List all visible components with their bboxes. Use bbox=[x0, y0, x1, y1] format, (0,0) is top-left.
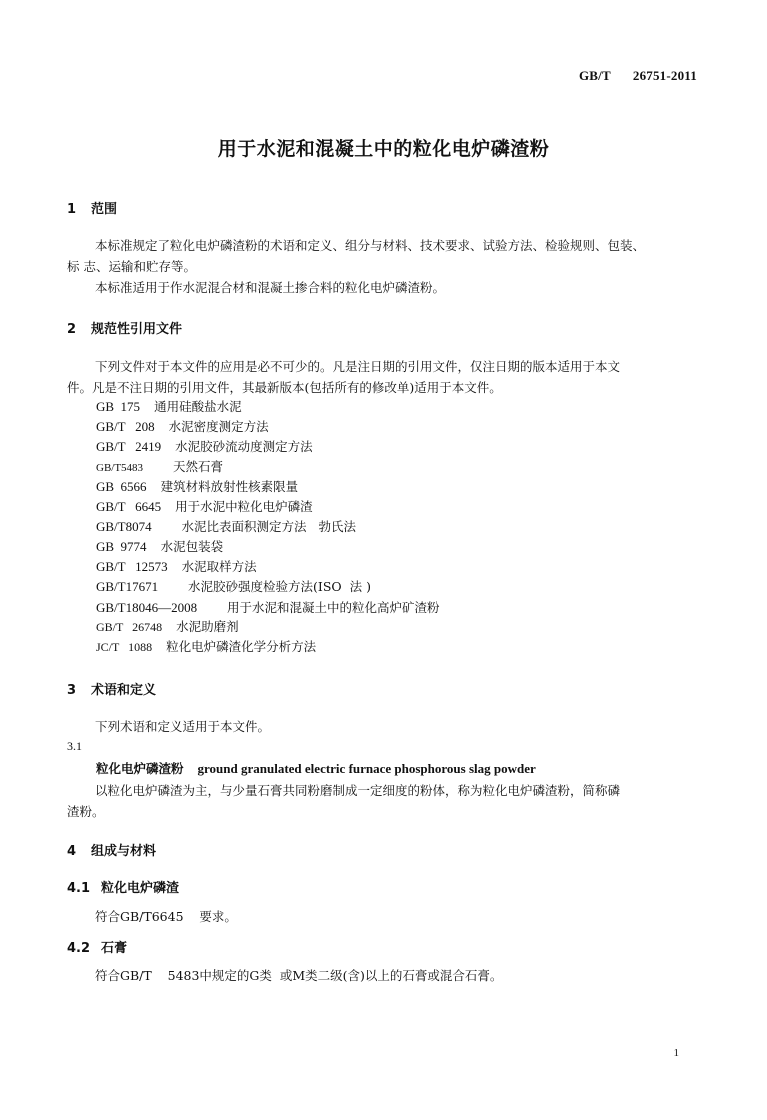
reference-item: GB/T 6645 用于水泥中粒化电炉磷渣 bbox=[96, 499, 313, 514]
paragraph-line: 符合GB/T6645 要求。 bbox=[95, 909, 237, 924]
subsection-number: 4.1 bbox=[67, 881, 91, 896]
section-title: 组成与材料 bbox=[91, 844, 157, 859]
document-title: 用于水泥和混凝土中的粒化电炉磷渣粉 bbox=[217, 138, 550, 160]
paragraph-line: 下列文件对于本文件的应用是必不可少的。凡是注日期的引用文件，仅注日期的版本适用于本文 bbox=[95, 359, 621, 374]
reference-item: GB/T8074 水泥比表面积测定方法 勃氏法 bbox=[96, 519, 356, 534]
subsection-4-1-heading bbox=[67, 877, 179, 896]
subsection-4-1-text bbox=[67, 906, 699, 927]
standard-number bbox=[579, 68, 697, 84]
subsection-4-2-heading bbox=[67, 937, 127, 956]
reference-item: GB/T17671 水泥胶砂强度检验方法(ISO 法 ) bbox=[96, 579, 371, 594]
reference-item: GB 6566 建筑材料放射性核素限量 bbox=[96, 479, 299, 494]
reference-item: GB/T5483 天然石膏 bbox=[96, 459, 223, 474]
paragraph-line: 本标准规定了粒化电炉磷渣粉的术语和定义、组分与材料、技术要求、试验方法、检验规则、包装、 bbox=[95, 238, 646, 253]
section-2-paragraph bbox=[67, 356, 699, 398]
section-number: 2 bbox=[67, 322, 77, 337]
section-number: 1 bbox=[67, 202, 77, 217]
subsection-number: 4.2 bbox=[67, 941, 91, 956]
reference-item: GB 9774 水泥包装袋 bbox=[96, 539, 224, 554]
section-3-heading bbox=[67, 679, 156, 698]
reference-item: GB/T 2419 水泥胶砂流动度测定方法 bbox=[96, 439, 313, 454]
section-number: 4 bbox=[67, 844, 77, 859]
paragraph-line: 以粒化电炉磷渣为主，与少量石膏共同粉磨制成一定细度的粉体，称为粒化电炉磷渣粉，简称磷 bbox=[95, 783, 621, 798]
page-number: 1 bbox=[673, 1047, 679, 1059]
standard-prefix: GB/T bbox=[579, 68, 611, 83]
paragraph-line: 下列术语和定义适用于本文件。 bbox=[95, 719, 271, 734]
section-1-paragraph-1 bbox=[67, 235, 699, 277]
reference-item: GB/T18046—2008 用于水泥和混凝土中的粒化高炉矿渣粉 bbox=[96, 600, 440, 615]
term-definition bbox=[67, 780, 699, 822]
section-title: 规范性引用文件 bbox=[91, 322, 183, 337]
subsection-4-2-text bbox=[67, 965, 699, 986]
term-heading bbox=[96, 759, 536, 777]
reference-item: GB 175 通用硅酸盐水泥 bbox=[96, 399, 242, 414]
section-3-intro bbox=[67, 716, 699, 737]
term-chinese: 粒化电炉磷渣粉 bbox=[96, 761, 184, 776]
paragraph-line: 标 志、运输和贮存等。 bbox=[67, 259, 196, 274]
paragraph-line: 件。凡是不注日期的引用文件，其最新版本(包括所有的修改单)适用于本文件。 bbox=[67, 380, 502, 395]
paragraph-line: 渣粉。 bbox=[67, 804, 105, 819]
reference-item: GB/T 208 水泥密度测定方法 bbox=[96, 419, 269, 434]
term-english: ground granulated electric furnace phosphorous slag powder bbox=[197, 761, 536, 776]
reference-item: JC/T 1088 粒化电炉磷渣化学分析方法 bbox=[96, 639, 317, 654]
paragraph-line: 本标准适用于作水泥混合材和混凝土掺合料的粒化电炉磷渣粉。 bbox=[95, 280, 446, 295]
section-1-paragraph-2 bbox=[67, 277, 699, 298]
reference-item: GB/T 26748 水泥助磨剂 bbox=[96, 619, 239, 634]
section-title: 术语和定义 bbox=[91, 683, 157, 698]
reference-item: GB/T 12573 水泥取样方法 bbox=[96, 559, 257, 574]
subsection-title: 粒化电炉磷渣 bbox=[101, 881, 180, 896]
section-2-heading bbox=[67, 318, 182, 337]
section-4-heading bbox=[67, 840, 156, 859]
subsection-title: 石膏 bbox=[101, 941, 128, 956]
term-number: 3.1 bbox=[67, 739, 82, 753]
paragraph-line: 符合GB/T 5483中规定的G类 或M类二级(含)以上的石膏或混合石膏。 bbox=[95, 968, 503, 983]
section-1-heading bbox=[67, 198, 117, 217]
standard-code: 26751-2011 bbox=[632, 68, 697, 83]
section-number: 3 bbox=[67, 683, 77, 698]
section-title: 范围 bbox=[91, 202, 118, 217]
